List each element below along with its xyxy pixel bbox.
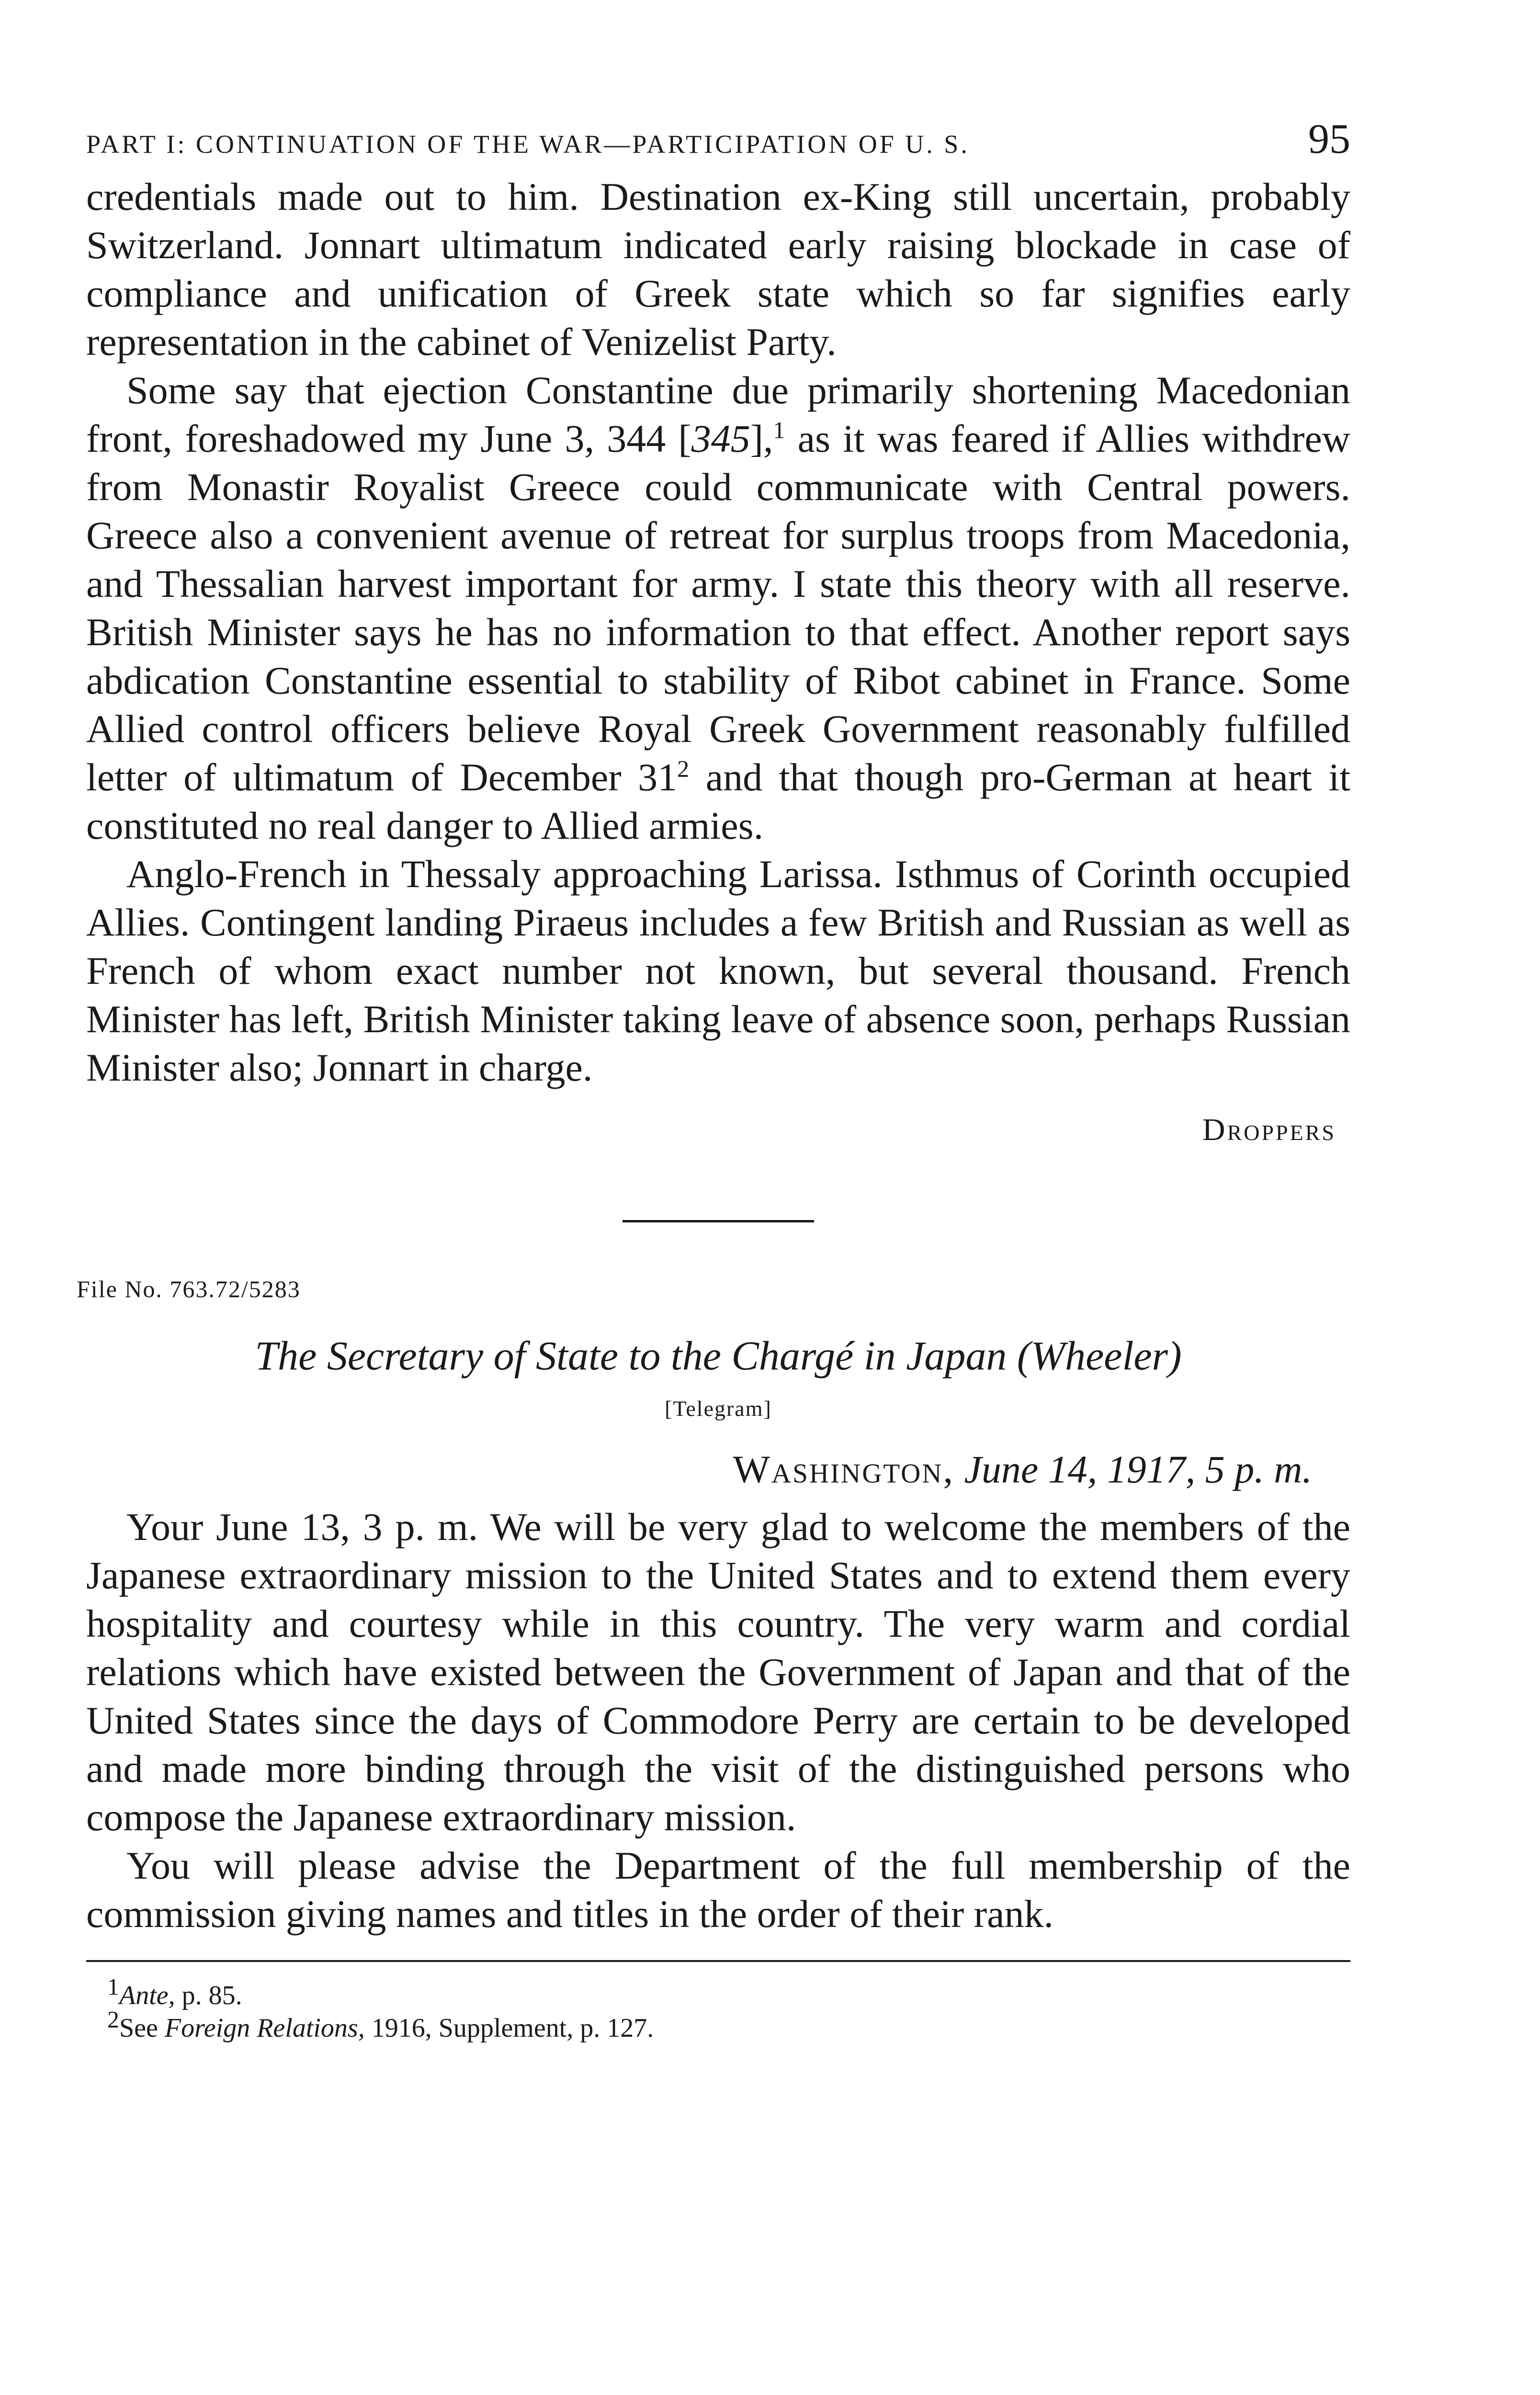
- para2-text-c: as it was feared if Allies withdrew from Monastir Royalist Greece could communicate with Central powers. Greece also a convenient avenue of retreat for surplus troops from Macedonia, and Thessalian harvest important for army. I state this theory with all reserve. British Minister says he has no information to that effect. Another report says abdication Constantine essential to stability of Ribot cabinet in France. Some Allied control officers believe Royal Greek Government reasonably fulfilled letter of ultimatum of December 31: [86, 417, 1350, 799]
- footnote-1: [107, 1973, 1350, 2012]
- footnote-2: [107, 2006, 1350, 2044]
- running-head: [86, 115, 1350, 172]
- footnote-1-italic: Ante,: [119, 1981, 175, 2010]
- footnote-2-mark: 2: [107, 2006, 119, 2033]
- footnote-2-italic: Foreign Relations,: [164, 2013, 365, 2043]
- document-heading: The Secretary of State to the Chargé in Japan (Wheeler): [255, 1333, 1182, 1379]
- paragraph-japanese-mission: Your June 13, 3 p. m. We will be very glad to welcome the members of the Japanese extraordinary mission to the United States and to extend them every hospitality and courtesy while in this country. The very warm and cordial relations which have existed between the Government of Japan and that of the United States since the days of Commodore Perry are certain to be developed and made more binding through the visit of the distinguished persons who compose the Japanese extraordinary mission.: [86, 1505, 1350, 1839]
- footnote-marker-2: 2: [677, 755, 690, 782]
- dateline: [86, 1447, 1312, 1492]
- footnote-1-text: p. 85.: [175, 1981, 242, 2010]
- document-page: [77, 115, 1350, 2044]
- para2-text-d: and that though pro-German at heart it constituted no real danger to Allied armies.: [86, 755, 1350, 847]
- running-title: PART I: CONTINUATION OF THE WAR—PARTICIPATION OF U. S.: [86, 130, 970, 159]
- para2-text-a: Some say that ejection Constantine due primarily shortening Macedonian front, foreshadowed my June 3, 344 [: [86, 368, 1350, 460]
- dateline-place: Washington,: [733, 1448, 954, 1491]
- paragraph-thessaly: Anglo-French in Thessaly approaching Larissa. Isthmus of Corinth occupied Allies. Contingent landing Piraeus includes a few British and Russian as well as French of whom exact number not known, but several thousand. French Minister has left, British Minister taking leave of absence soon, perhaps Russian Minister also; Jonnart in charge.: [86, 852, 1350, 1089]
- dateline-date: June 14, 1917, 5 p. m.: [954, 1448, 1312, 1491]
- section-divider: [623, 1220, 814, 1222]
- file-number: File No. 763.72/5283: [77, 1276, 301, 1302]
- page-number: 95: [1308, 116, 1350, 162]
- paragraph-membership: You will please advise the Department of the full membership of the commission giving names and titles in the order of their rank.: [86, 1844, 1350, 1936]
- footnote-marker-1: 1: [773, 416, 785, 444]
- footnote-2-pre: See: [119, 2013, 165, 2043]
- para2-text-b: ],: [750, 417, 773, 460]
- document-type: [Telegram]: [665, 1396, 772, 1421]
- footnote-1-mark: 1: [107, 1973, 119, 2000]
- footnotes: [86, 1973, 1350, 2044]
- footnote-2-text: 1916, Supplement, p. 127.: [364, 2013, 654, 2043]
- paragraph-macedonian-front: [86, 366, 1350, 850]
- paragraph-continuation: credentials made out to him. Destination ex-King still uncertain, probably Switzerland. Jonnart ultimatum indicated early raising blockade in case of compliance and unification of Greek state which so far signifies early representation in the cabinet of Venizelist Party.: [86, 175, 1350, 364]
- signature-droppers: Droppers: [1202, 1112, 1336, 1147]
- telegram-reference: 345: [691, 417, 750, 460]
- footnote-divider: [86, 1960, 1350, 1962]
